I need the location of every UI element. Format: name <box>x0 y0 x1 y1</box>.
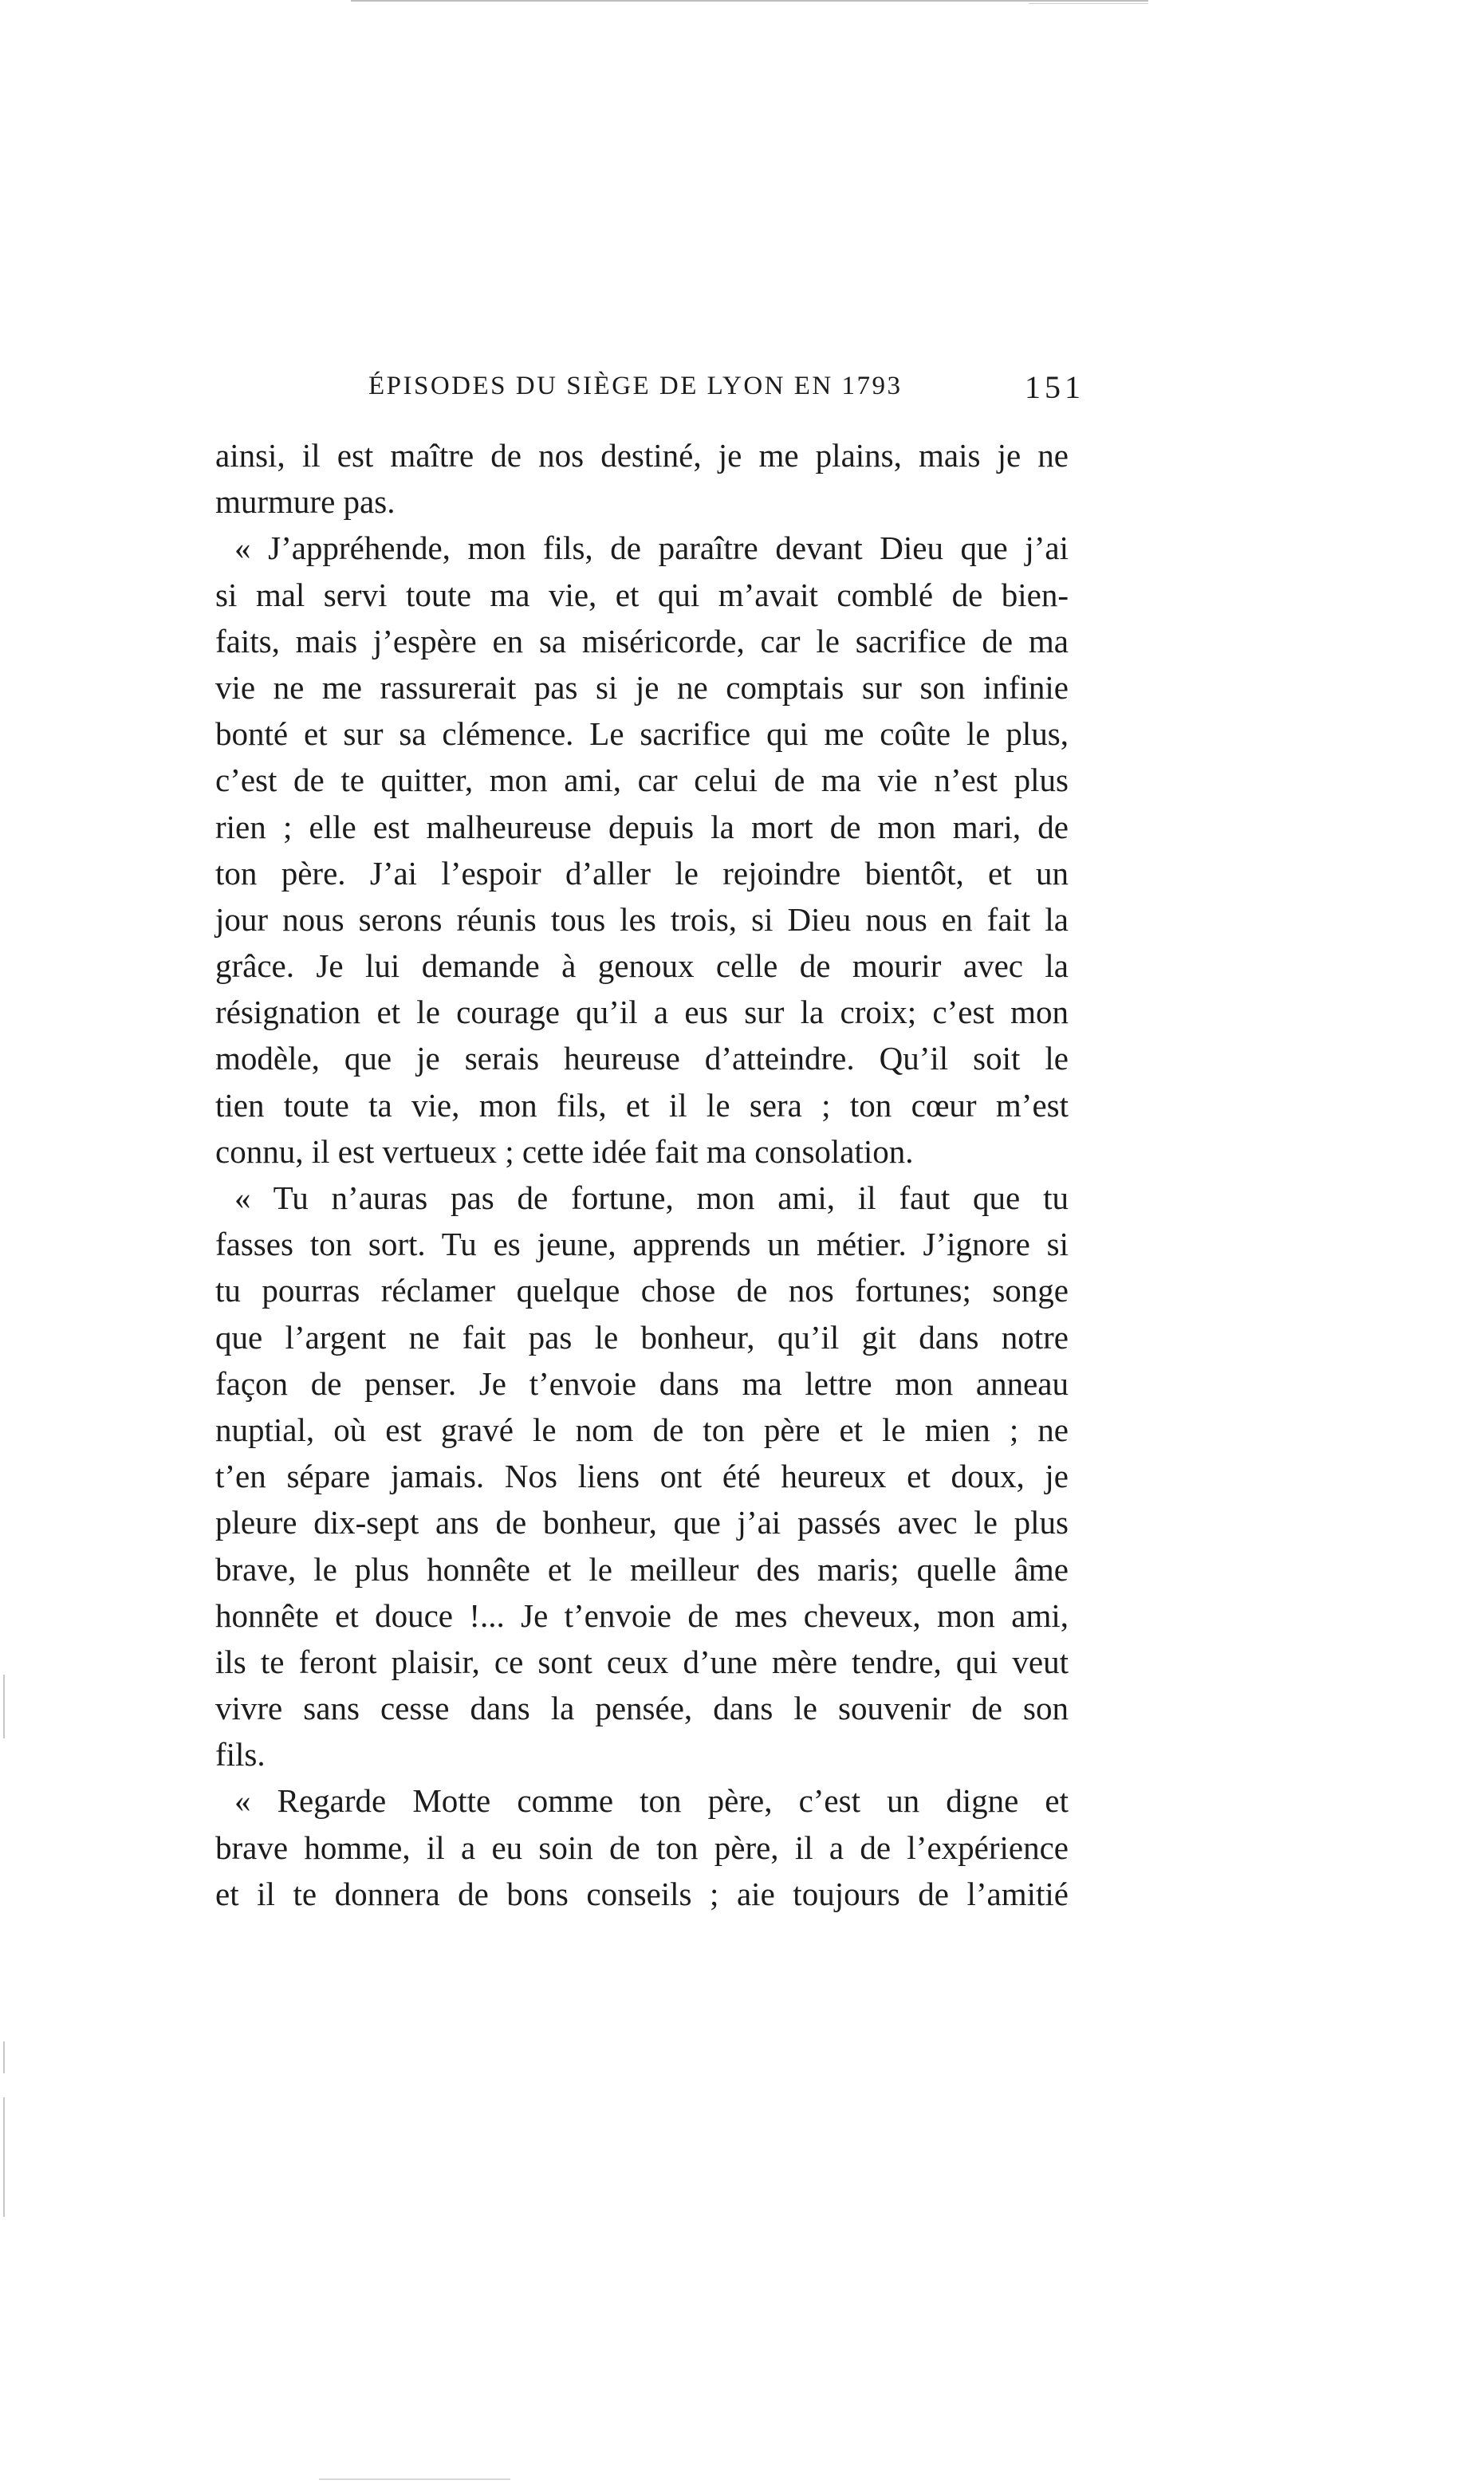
scan-edge-line <box>1029 3 1148 4</box>
scan-edge-line <box>351 0 1148 2</box>
scan-edge-line <box>319 2478 510 2480</box>
text-line: brave homme, il a eu soin de ton père, il a de l’expérience <box>215 1829 1069 1866</box>
text-line: brave, le plus honnête et le meilleur des maris; quelle âme <box>215 1550 1069 1588</box>
text-line: « J’appréhende, mon fils, de paraître devant Dieu que j’ai <box>234 529 1069 567</box>
text-line: « Tu n’auras pas de fortune, mon ami, il faut que tu <box>234 1179 1069 1216</box>
text-line: jour nous serons réunis tous les trois, si Dieu nous en fait la <box>215 900 1069 938</box>
text-line: façon de penser. Je t’envoie dans ma lettre mon anneau <box>215 1364 1069 1402</box>
text-line: ils te feront plaisir, ce sont ceux d’une mère tendre, qui veut <box>215 1643 1069 1680</box>
text-line: résignation et le courage qu’il a eus sur la croix; c’est mon <box>215 994 1069 1031</box>
scan-margin-mark <box>3 1675 5 1738</box>
text-line: vie ne me rassurerait pas si je ne comptais sur son infinie <box>215 668 1069 706</box>
text-line: et il te donnera de bons conseils ; aie toujours de l’amitié <box>215 1875 1069 1912</box>
text-line: c’est de te quitter, mon ami, car celui de ma vie n’est plus <box>215 762 1069 799</box>
scan-margin-mark <box>3 2041 5 2073</box>
text-line: si mal servi toute ma vie, et qui m’avait comblé de bien- <box>215 576 1069 613</box>
text-line: grâce. Je lui demande à genoux celle de mourir avec la <box>215 947 1069 985</box>
text-line: rien ; elle est malheureuse depuis la mort de mon mari, de <box>215 808 1069 845</box>
text-line: que l’argent ne fait pas le bonheur, qu’il git dans notre <box>215 1318 1069 1356</box>
text-line: vivre sans cesse dans la pensée, dans le souvenir de son <box>215 1690 1069 1727</box>
running-title: ÉPISODES DU SIÈGE DE LYON EN 1793 <box>368 372 903 400</box>
text-line: tu pourras réclamer quelque chose de nos fortunes; songe <box>215 1272 1069 1309</box>
text-line: pleure dix-sept ans de bonheur, que j’ai passés avec le plus <box>215 1504 1069 1541</box>
text-line: modèle, que je serais heureuse d’atteindre. Qu’il soit le <box>215 1040 1069 1077</box>
text-line: fils. <box>215 1736 266 1773</box>
text-line: tien toute ta vie, mon fils, et il le sera ; ton cœur m’est <box>215 1086 1069 1124</box>
text-line: ainsi, il est maître de nos destiné, je me plains, mais je ne <box>215 437 1069 474</box>
body-text <box>215 432 1069 1917</box>
text-line: honnête et douce !... Je t’envoie de mes cheveux, mon ami, <box>215 1596 1069 1634</box>
scan-margin-mark <box>3 2097 5 2217</box>
text-line: bonté et sur sa clémence. Le sacrifice qui me coûte le plus, <box>215 715 1069 753</box>
text-line: murmure pas. <box>215 483 396 521</box>
text-line: faits, mais j’espère en sa miséricorde, car le sacrifice de ma <box>215 622 1069 659</box>
text-line: nuptial, où est gravé le nom de ton père et le mien ; ne <box>215 1411 1069 1448</box>
running-head <box>215 368 1084 416</box>
text-line: fasses ton sort. Tu es jeune, apprends un métier. J’ignore si <box>215 1226 1069 1263</box>
text-line: connu, il est vertueux ; cette idée fait ma consolation. <box>215 1132 914 1170</box>
text-line: « Regarde Motte comme ton père, c’est un digne et <box>234 1782 1069 1820</box>
page-number: 151 <box>1025 369 1084 405</box>
text-line: t’en sépare jamais. Nos liens ont été heureux et doux, je <box>215 1458 1069 1495</box>
text-line: ton père. J’ai l’espoir d’aller le rejoindre bientôt, et un <box>215 854 1069 892</box>
